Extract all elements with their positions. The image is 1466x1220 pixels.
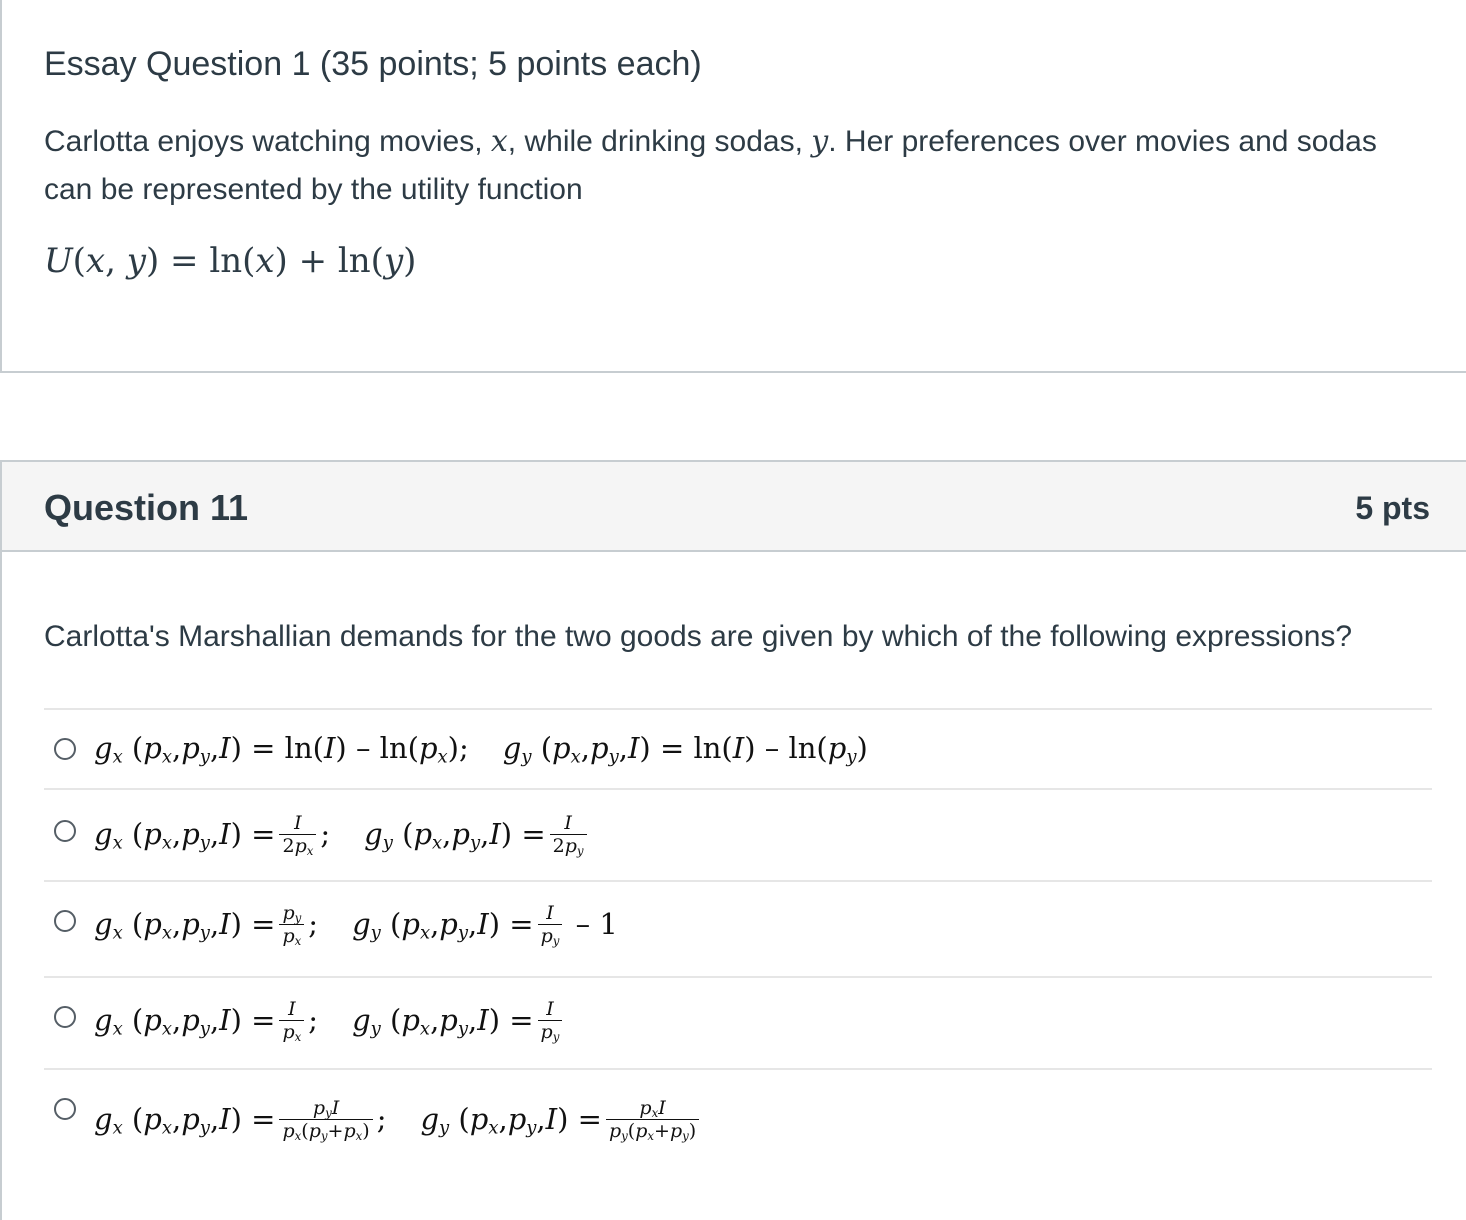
answer-formula: $g_x$ ( $p_x$ , $p_y$ , I ) = $\frac{p_yI}{p_x(p_y+p_x)}$ ; $g_y$ ( $p_x$ , $p_y$ , I ) = $\frac{p_xI}{p_y(p_x+p_y)}$	[94, 1088, 703, 1150]
question-card	[0, 460, 1466, 1220]
question-title: Question 11	[44, 487, 249, 528]
answer-formula: $g_x$ ( $p_x$ , $p_y$ , I ) = $\frac{p_y}{p_x}$ ; $g_y$ ( $p_x$ , $p_y$ , I ) = $\frac{I}{p_y}$ – 1	[94, 901, 618, 948]
utility-function-formula: U(x, y) = ln(x) + ln(y)	[44, 241, 417, 281]
radio-unchecked-icon[interactable]	[54, 820, 76, 842]
answer-list	[44, 708, 1432, 1178]
radio-unchecked-icon[interactable]	[54, 738, 76, 760]
answer-option-3[interactable]	[44, 880, 1432, 976]
answer-option-1[interactable]	[44, 708, 1432, 788]
question-points: 5 pts	[1355, 490, 1430, 526]
radio-unchecked-icon[interactable]	[54, 1006, 76, 1028]
answer-formula: $g_x$ ( $p_x$ , $p_y$ , I ) = ln( I ) – ln( $p_x$ ); $g_y$ ( $p_x$ , $p_y$ , I ) = ln( I ) – ln( $p_y$ )	[94, 731, 868, 768]
essay-question-card	[0, 0, 1466, 373]
essay-question-title: Essay Question 1 (35 points; 5 points each)	[44, 45, 702, 83]
radio-unchecked-icon[interactable]	[54, 1098, 76, 1120]
question-header	[2, 462, 1466, 552]
question-text: Carlotta's Marshallian demands for the two goods are given by which of the following expressions?	[44, 620, 1353, 653]
radio-unchecked-icon[interactable]	[54, 910, 76, 932]
answer-formula: $g_x$ ( $p_x$ , $p_y$ , I ) = $\frac{I}{p_x}$ ; $g_y$ ( $p_x$ , $p_y$ , I ) = $\frac{I}{p_y}$	[94, 992, 566, 1048]
answer-option-2[interactable]	[44, 788, 1432, 880]
answer-option-5[interactable]	[44, 1068, 1432, 1178]
answer-formula: $g_x$ ( $p_x$ , $p_y$ , I ) = $\frac{I}{2p_x}$ ; $g_y$ ( $p_x$ , $p_y$ , I ) = $\frac{I}{2p_y}$	[94, 806, 591, 862]
essay-question-text: Carlotta enjoys watching movies, x, while drinking sodas, y. Her preferences over movies and sodas can be represented by the utility function	[44, 124, 1377, 206]
answer-option-4[interactable]	[44, 976, 1432, 1068]
